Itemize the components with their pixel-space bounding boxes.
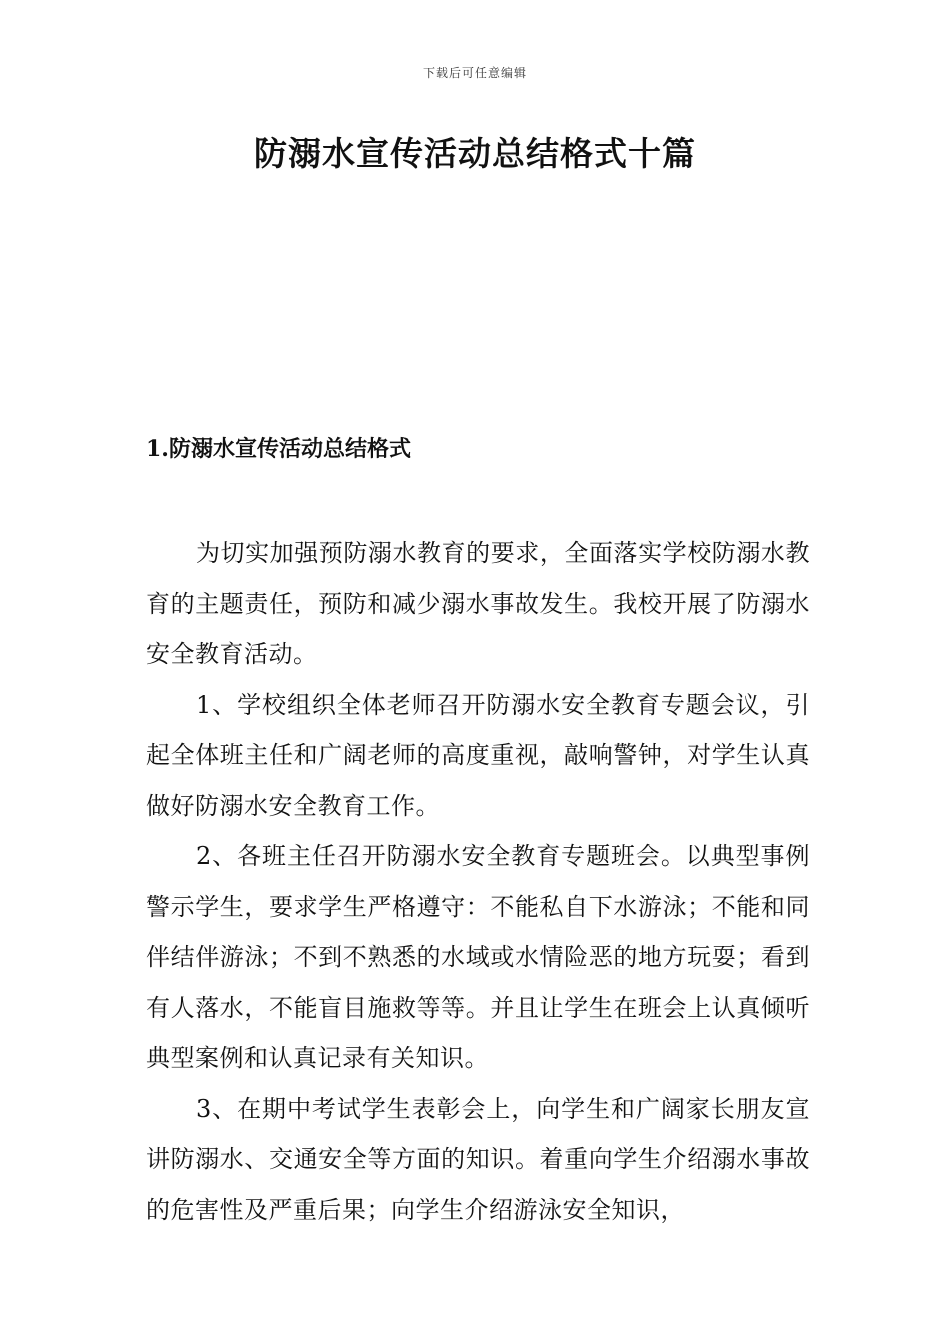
body-text xyxy=(146,528,810,1235)
document-title: 防溺水宣传活动总结格式十篇 xyxy=(254,134,696,173)
paragraph-item-1: 1、学校组织全体老师召开防溺水安全教育专题会议，引起全体班主任和广阔老师的高度重视，敲响警钟，对学生认真做好防溺水安全教育工作。 xyxy=(146,690,810,820)
paragraph-intro: 为切实加强预防溺水教育的要求，全面落实学校防溺水教育的主题责任，预防和减少溺水事故发生。我校开展了防溺水安全教育活动。 xyxy=(146,539,810,668)
section-heading: 1.防溺水宣传活动总结格式 xyxy=(146,436,411,462)
paragraph-item-3: 3、在期中考试学生表彰会上，向学生和广阔家长朋友宣讲防溺水、交通安全等方面的知识。着重向学生介绍溺水事故的危害性及严重后果；向学生介绍游泳安全知识， xyxy=(146,1094,810,1224)
paragraph-item-2: 2、各班主任召开防溺水安全教育专题班会。以典型事例警示学生，要求学生严格遵守：不能私自下水游泳；不能和同伴结伴游泳；不到不熟悉的水域或水情险恶的地方玩耍；看到有人落水，不能盲目施救等等。并且让学生在班会上认真倾听典型案例和认真记录有关知识。 xyxy=(146,842,810,1072)
header-note: 下载后可任意编辑 xyxy=(422,66,527,80)
